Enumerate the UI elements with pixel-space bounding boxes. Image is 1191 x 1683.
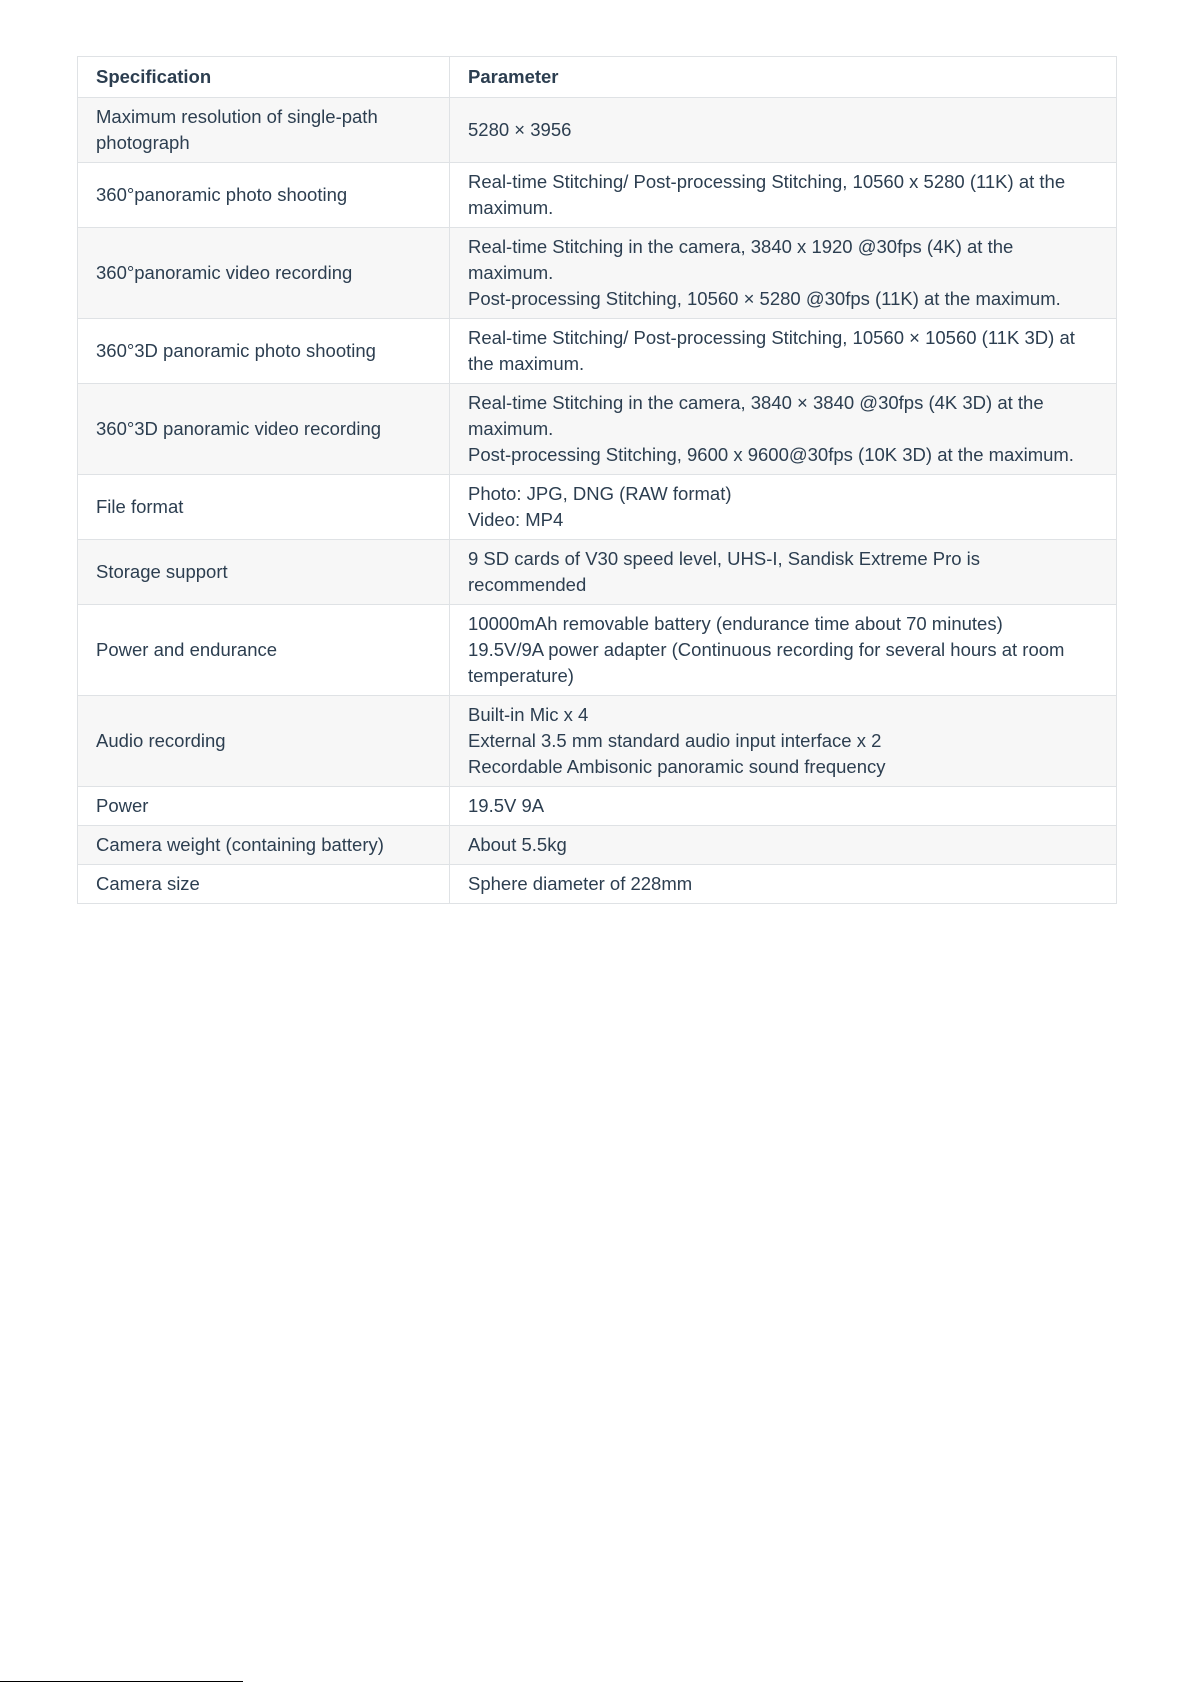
param-cell xyxy=(450,163,1117,228)
spec-cell: Power and endurance xyxy=(78,605,450,696)
spec-table xyxy=(77,56,1117,904)
table-row xyxy=(78,865,1117,904)
spec-cell: Power xyxy=(78,787,450,826)
param-line: Photo: JPG, DNG (RAW format) xyxy=(468,483,732,504)
param-line: Recordable Ambisonic panoramic sound frequency xyxy=(468,756,886,777)
table-row xyxy=(78,384,1117,475)
table-row xyxy=(78,540,1117,605)
column-header-specification: Specification xyxy=(78,57,450,98)
table-row xyxy=(78,605,1117,696)
param-cell xyxy=(450,865,1117,904)
table-row xyxy=(78,98,1117,163)
spec-cell: 360°3D panoramic video recording xyxy=(78,384,450,475)
param-cell xyxy=(450,475,1117,540)
param-cell xyxy=(450,98,1117,163)
table-row xyxy=(78,228,1117,319)
spec-cell: 360°panoramic photo shooting xyxy=(78,163,450,228)
param-cell xyxy=(450,787,1117,826)
param-line: 5280 × 3956 xyxy=(468,119,572,140)
spec-cell: Maximum resolution of single-path photograph xyxy=(78,98,450,163)
spec-cell: 360°panoramic video recording xyxy=(78,228,450,319)
param-line: Real-time Stitching in the camera, 3840 x 1920 @30fps (4K) at the maximum. xyxy=(468,236,1014,283)
column-header-parameter: Parameter xyxy=(450,57,1117,98)
footnote-divider xyxy=(0,1681,243,1682)
table-row xyxy=(78,319,1117,384)
param-line: Sphere diameter of 228mm xyxy=(468,873,693,894)
param-line: Video: MP4 xyxy=(468,509,564,530)
param-line: Built-in Mic x 4 xyxy=(468,704,589,725)
table-row xyxy=(78,787,1117,826)
param-line: About 5.5kg xyxy=(468,834,567,855)
param-line: Real-time Stitching/ Post-processing Stitching, 10560 x 5280 (11K) at the maximum. xyxy=(468,171,1066,218)
spec-cell: File format xyxy=(78,475,450,540)
table-row xyxy=(78,475,1117,540)
spec-cell: 360°3D panoramic photo shooting xyxy=(78,319,450,384)
param-cell xyxy=(450,384,1117,475)
param-line: 19.5V 9A xyxy=(468,795,545,816)
param-line: External 3.5 mm standard audio input interface x 2 xyxy=(468,730,882,751)
table-row xyxy=(78,163,1117,228)
param-cell xyxy=(450,540,1117,605)
param-line: 10000mAh removable battery (endurance time about 70 minutes) xyxy=(468,613,1003,634)
param-line: Real-time Stitching in the camera, 3840 × 3840 @30fps (4K 3D) at the maximum. xyxy=(468,392,1044,439)
param-cell xyxy=(450,319,1117,384)
table-row xyxy=(78,826,1117,865)
spec-cell: Camera size xyxy=(78,865,450,904)
table-header-row xyxy=(78,57,1117,98)
param-line: Post-processing Stitching, 9600 x 9600@30fps (10K 3D) at the maximum. xyxy=(468,444,1074,465)
param-line: Post-processing Stitching, 10560 × 5280 @30fps (11K) at the maximum. xyxy=(468,288,1061,309)
param-cell xyxy=(450,696,1117,787)
param-cell xyxy=(450,605,1117,696)
spec-cell: Storage support xyxy=(78,540,450,605)
spec-cell: Audio recording xyxy=(78,696,450,787)
param-cell xyxy=(450,228,1117,319)
spec-cell: Camera weight (containing battery) xyxy=(78,826,450,865)
param-line: 9 SD cards of V30 speed level, UHS-I, Sandisk Extreme Pro is recommended xyxy=(468,548,981,595)
param-line: 19.5V/9A power adapter (Continuous recording for several hours at room temperature) xyxy=(468,639,1065,686)
param-cell xyxy=(450,826,1117,865)
table-row xyxy=(78,696,1117,787)
param-line: Real-time Stitching/ Post-processing Stitching, 10560 × 10560 (11K 3D) at the maximum. xyxy=(468,327,1075,374)
